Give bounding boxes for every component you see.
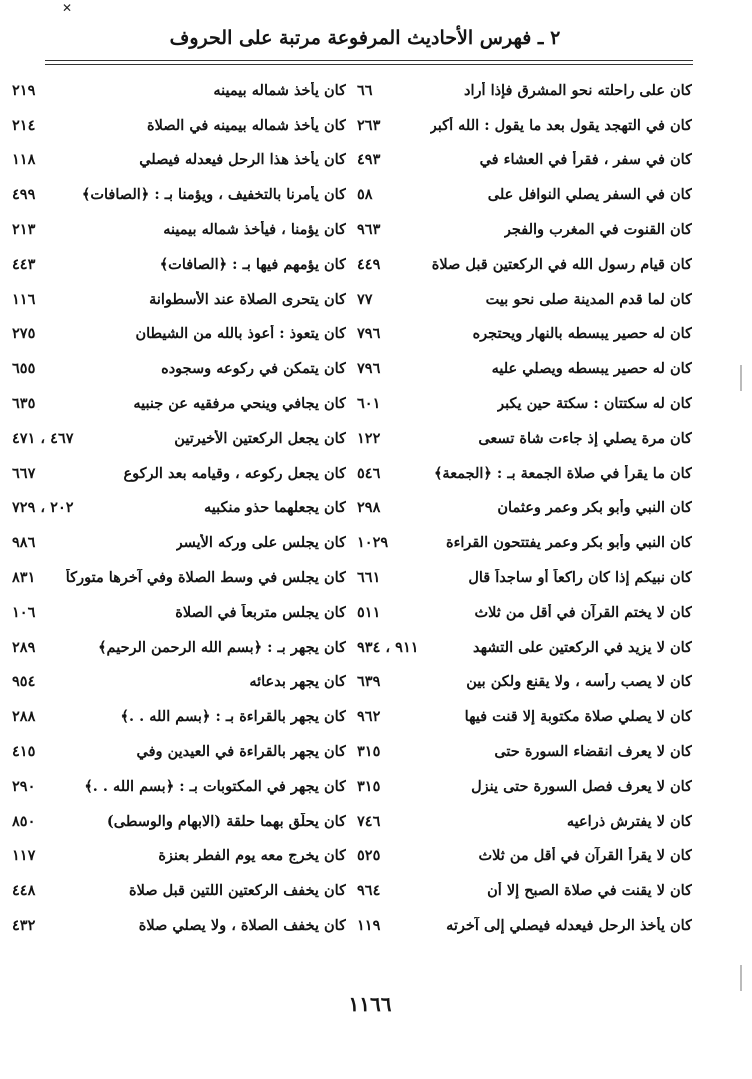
hadith-text: كان لا يختم القرآن في أقل من ثلاث [474,603,692,621]
index-entry [357,873,697,908]
hadith-text: كان يأمرنا بالتخفيف ، ويؤمنا بـ : ﴿الصافات﴾ [81,186,346,204]
index-entry [357,908,697,943]
hadith-text: كان يجعل الركعتين الأخيرتين [174,429,346,447]
index-entry [10,769,350,804]
margin-tick [740,965,742,991]
index-column-right [357,73,697,953]
hadith-text: كان مرة يصلي إذ جاءت شاة تسعى [478,429,692,447]
hadith-page-ref: ٢١٣ [12,221,36,239]
hadith-page-ref: ١٠٦ [12,603,36,621]
index-entry [357,491,697,526]
hadith-text: كان يجهر بالقراءة بـ : ﴿بسم الله . .﴾ [120,708,346,726]
margin-tick [740,365,742,391]
hadith-page-ref: ٥٢٥ [357,847,381,865]
hadith-text: كان يجهر بـ : ﴿بسم الله الرحمن الرحيم﴾ [98,638,346,656]
hadith-text: كان له حصير يبسطه ويصلي عليه [491,360,692,378]
hadith-text: كان قيام رسول الله في الركعتين قبل صلاة [431,255,692,273]
header-rule-top [45,60,693,61]
hadith-page-ref: ٤٤٣ [12,255,36,273]
index-entry [10,734,350,769]
index-entry [357,560,697,595]
hadith-text: كان يجهر بالقراءة في العيدين وفي [136,743,346,761]
hadith-text: كان لا يقنت في صلاة الصبح إلا أن [487,882,692,900]
hadith-text: كان يخفف الصلاة ، ولا يصلي صلاة [138,917,346,935]
hadith-text: كان النبي وأبو بكر وعمر يفتتحون القراءة [445,534,692,552]
index-entry [10,665,350,700]
hadith-page-ref: ٦٠١ [357,395,381,413]
hadith-page-ref: ٧٧ [357,290,373,308]
index-entry [10,873,350,908]
hadith-text: كان لا يصب رأسه ، ولا يقنع ولكن بين [466,673,692,691]
index-entry [357,386,697,421]
index-entry [10,421,350,456]
hadith-text: كان لا يزيد في الركعتين على التشهد [473,638,692,656]
hadith-text: كان يجلس متربعاً في الصلاة [175,603,346,621]
index-entry [357,317,697,352]
index-entry [357,212,697,247]
hadith-text: كان القنوت في المغرب والفجر [503,221,692,239]
index-entry [10,456,350,491]
hadith-text: كان يتعوذ : أعوذ بالله من الشيطان [135,325,346,343]
hadith-page-ref: ١١٨ [12,151,36,169]
index-entry [357,282,697,317]
hadith-page-ref: ٢٠٢ ، ٧٢٩ [12,499,74,517]
hadith-page-ref: ٤٦٧ ، ٤٧١ [12,429,74,447]
index-entry [10,595,350,630]
hadith-text: كان يجلس في وسط الصلاة وفي آخرها متوركاً [65,569,346,587]
hadith-page-ref: ٩٦٤ [357,882,381,900]
index-entry [357,839,697,874]
hadith-text: كان يخفف الركعتين اللتين قبل صلاة [129,882,346,900]
hadith-page-ref: ٢٨٨ [12,708,36,726]
index-entry [357,351,697,386]
hadith-text: كان لا يعرف فصل السورة حتى ينزل [471,777,692,795]
hadith-text: كان على راحلته نحو المشرق فإذا أراد [464,81,692,99]
index-entry [357,177,697,212]
hadith-text: كان يجعل ركوعه ، وقيامه بعد الركوع [123,464,346,482]
hadith-text: كان يحلّق بهما حلقة (الابهام والوسطى) [106,812,346,830]
hadith-page-ref: ٤٩٣ [357,151,381,169]
index-entry [357,734,697,769]
hadith-text: كان يتمكن في ركوعه وسجوده [161,360,346,378]
index-entry [10,839,350,874]
index-entry [10,908,350,943]
hadith-page-ref: ٩١١ ، ٩٣٤ [357,638,419,656]
hadith-page-ref: ٧٤٦ [357,812,381,830]
hadith-page-ref: ٦٦ [357,81,373,99]
index-entry [357,699,697,734]
hadith-page-ref: ٤٣٢ [12,917,36,935]
hadith-page-ref: ١١٩ [357,917,381,935]
index-entry [10,630,350,665]
hadith-page-ref: ٩٦٢ [357,708,381,726]
index-entry [10,143,350,178]
hadith-page-ref: ٥١١ [357,603,381,621]
hadith-page-ref: ٦٦٧ [12,464,36,482]
hadith-page-ref: ١١٦ [12,290,36,308]
index-entry [357,595,697,630]
hadith-text: كان لا يقرأ القرآن في أقل من ثلاث [478,847,692,865]
hadith-page-ref: ٢٦٣ [357,116,381,134]
hadith-text: كان يأخذ شماله بيمينه في الصلاة [147,116,346,134]
hadith-text: كان له سكتتان : سكتة حين يكبر [497,395,692,413]
hadith-page-ref: ٦٣٩ [357,673,381,691]
index-entry [357,73,697,108]
hadith-page-ref: ٢١٩ [12,81,36,99]
index-entry [357,665,697,700]
hadith-page-ref: ٥٤٦ [357,464,381,482]
hadith-text: كان لا يصلي صلاة مكتوبة إلا قنت فيها [464,708,692,726]
index-entry [10,177,350,212]
index-column-left [10,73,350,953]
hadith-text: كان له حصير يبسطه بالنهار ويحتجره [472,325,692,343]
hadith-text: كان يؤمنا ، فيأخذ شماله بيمينه [163,221,346,239]
corner-cross-mark: ✕ [62,1,73,15]
hadith-page-ref: ٣١٥ [357,777,381,795]
index-entry [357,525,697,560]
hadith-page-ref: ٤١٥ [12,743,36,761]
hadith-page-ref: ٢١٤ [12,116,36,134]
hadith-text: كان يجلس على وركه الأيسر [175,534,346,552]
hadith-page-ref: ٢٨٩ [12,638,36,656]
index-entry [10,699,350,734]
index-entry [357,769,697,804]
page-number: ١١٦٦ [348,992,392,1016]
hadith-text: كان يتحرى الصلاة عند الأسطوانة [149,290,346,308]
index-entry [10,108,350,143]
hadith-text: كان يجعلهما حذو منكبيه [203,499,346,517]
hadith-page-ref: ٦٥٥ [12,360,36,378]
hadith-text: كان لما قدم المدينة صلى نحو بيت [485,290,692,308]
index-entry [357,421,697,456]
index-entry [10,317,350,352]
hadith-page-ref: ١٢٢ [357,429,381,447]
index-entry [10,491,350,526]
hadith-text: كان يخرج معه يوم الفطر بعنزة [158,847,346,865]
page-header-title: ٢ ـ فهرس الأحاديث المرفوعة مرتبة على الحروف [169,27,561,49]
hadith-page-ref: ٩٥٤ [12,673,36,691]
index-entry [357,143,697,178]
hadith-page-ref: ٢٩٨ [357,499,381,517]
hadith-page-ref: ٧٩٦ [357,325,381,343]
header-rule-bottom [45,64,693,65]
hadith-page-ref: ٧٩٦ [357,360,381,378]
hadith-page-ref: ١٠٢٩ [357,534,389,552]
hadith-page-ref: ٤٤٩ [357,255,381,273]
index-entry [10,804,350,839]
index-entry [10,560,350,595]
index-entry [357,108,697,143]
hadith-page-ref: ٤٩٩ [12,186,36,204]
hadith-page-ref: ٩٨٦ [12,534,36,552]
index-entry [357,804,697,839]
hadith-page-ref: ٣١٥ [357,743,381,761]
index-entry [10,525,350,560]
index-entry [10,73,350,108]
hadith-page-ref: ٨٥٠ [12,812,36,830]
hadith-page-ref: ٢٩٠ [12,777,36,795]
hadith-page-ref: ٨٣١ [12,569,36,587]
hadith-text: كان في سفر ، فقرأ في العشاء في [479,151,692,169]
hadith-text: كان يجافي وينحي مرفقيه عن جنبيه [133,395,346,413]
index-entry [10,247,350,282]
hadith-text: كان يجهر في المكتوبات بـ : ﴿بسم الله . .﴾ [84,777,346,795]
hadith-text: كان النبي وأبو بكر وعمر وعثمان [497,499,692,517]
hadith-text: كان ما يقرأ في صلاة الجمعة بـ : ﴿الجمعة﴾ [433,464,692,482]
hadith-text: كان يؤمهم فيها بـ : ﴿الصافات﴾ [159,255,346,273]
index-entry [357,630,697,665]
hadith-page-ref: ٩٦٣ [357,221,381,239]
hadith-text: كان نبيكم إذا كان راكعاً أو ساجداً قال [468,569,692,587]
hadith-page-ref: ٦٦١ [357,569,381,587]
hadith-text: كان يأخذ هذا الرحل فيعدله فيصلي [139,151,346,169]
hadith-page-ref: ٥٨ [357,186,373,204]
index-entry [10,351,350,386]
hadith-text: كان في التهجد يقول بعد ما يقول : الله أكبر [429,116,692,134]
hadith-page-ref: ١١٧ [12,847,36,865]
index-entry [357,456,697,491]
index-entry [10,212,350,247]
index-entry [10,386,350,421]
hadith-page-ref: ٢٧٥ [12,325,36,343]
hadith-text: كان يأخذ شماله بيمينه [213,81,346,99]
hadith-text: كان في السفر يصلي النوافل على [487,186,692,204]
hadith-text: كان لا يفترش ذراعيه [566,812,692,830]
hadith-text: كان لا يعرف انقضاء السورة حتى [494,743,692,761]
index-entry [10,282,350,317]
index-entry [357,247,697,282]
hadith-text: كان يأخذ الرحل فيعدله فيصلي إلى آخرته [446,917,692,935]
hadith-text: كان يجهر بدعائه [249,673,346,691]
hadith-page-ref: ٦٣٥ [12,395,36,413]
hadith-page-ref: ٤٤٨ [12,882,36,900]
